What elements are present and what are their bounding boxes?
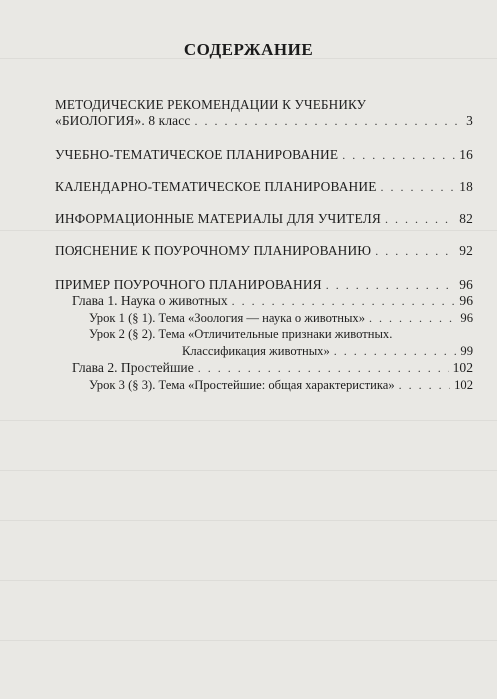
toc-entry-calendar[interactable] [55, 179, 473, 195]
toc-page-number: 18 [459, 179, 473, 194]
toc-entry-method[interactable] [55, 113, 473, 129]
toc-leader-dots [385, 211, 455, 227]
toc-page-number: 82 [459, 211, 473, 226]
toc-entry-title: ИНФОРМАЦИОННЫЕ МАТЕРИАЛЫ ДЛЯ УЧИТЕЛЯ [55, 211, 381, 226]
bleed-through-line [0, 230, 497, 231]
toc-entry-example[interactable] [55, 277, 473, 293]
toc-entry-explain[interactable] [55, 243, 473, 259]
toc-page-number: 92 [459, 243, 473, 258]
toc-entry-title: КАЛЕНДАРНО-ТЕМАТИЧЕСКОЕ ПЛАНИРОВАНИЕ [55, 179, 377, 194]
toc-entry-title: ПРИМЕР ПОУРОЧНОГО ПЛАНИРОВАНИЯ [55, 277, 322, 292]
toc-leader-dots [375, 243, 455, 259]
bleed-through-line [0, 520, 497, 521]
toc-leader-dots [342, 147, 455, 163]
toc-leader-dots [194, 113, 462, 129]
toc-entry-info[interactable] [55, 211, 473, 227]
toc-page-number: 102 [454, 378, 473, 392]
bleed-through-line [0, 420, 497, 421]
bleed-through-line [0, 470, 497, 471]
toc-entry-chapter-1[interactable] [72, 293, 473, 309]
toc-entry-title: Глава 2. Простейшие [72, 360, 194, 375]
toc-page-number: 96 [459, 293, 473, 308]
toc-method-line1: МЕТОДИЧЕСКИЕ РЕКОМЕНДАЦИИ К УЧЕБНИКУ [55, 97, 367, 112]
toc-entry-lesson-2[interactable] [182, 343, 473, 359]
toc-entry-title: Урок 1 (§ 1). Тема «Зоология — наука о животных» [89, 311, 365, 325]
toc-page-number: 96 [459, 277, 473, 292]
toc-lesson-2-line1: Урок 2 (§ 2). Тема «Отличительные признаки животных. [89, 327, 393, 341]
toc-page-number: 96 [460, 311, 473, 325]
contents-title: СОДЕРЖАНИЕ [183, 40, 314, 59]
toc-leader-dots [334, 343, 457, 359]
toc-leader-dots [399, 377, 450, 393]
bleed-through-line [0, 640, 497, 641]
toc-leader-dots [198, 360, 449, 376]
toc-entry-title: ПОЯСНЕНИЕ К ПОУРОЧНОМУ ПЛАНИРОВАНИЮ [55, 243, 372, 258]
toc-leader-dots [381, 179, 456, 195]
toc-entry-title: УЧЕБНО-ТЕМАТИЧЕСКОЕ ПЛАНИРОВАНИЕ [55, 147, 339, 162]
toc-entry-title: «БИОЛОГИЯ». 8 класс [55, 113, 191, 128]
toc-page-number: 99 [460, 344, 473, 358]
toc-leader-dots [326, 277, 456, 293]
toc-page-number: 102 [452, 360, 473, 375]
toc-entry-lesson-3[interactable] [89, 377, 473, 393]
toc-leader-dots [232, 293, 456, 309]
toc-entry-plan[interactable] [55, 147, 473, 163]
toc-entry-title: Урок 3 (§ 3). Тема «Простейшие: общая характеристика» [89, 378, 395, 392]
bleed-through-line [0, 580, 497, 581]
toc-page-number: 3 [466, 113, 473, 128]
toc-leader-dots [369, 310, 456, 326]
toc-entry-title: Классификация животных» [182, 344, 330, 358]
toc-entry-title: Глава 1. Наука о животных [72, 293, 228, 308]
toc-entry-lesson-1[interactable] [89, 310, 473, 326]
toc-entry-chapter-2[interactable] [72, 360, 473, 376]
toc-page-number: 16 [459, 147, 473, 162]
